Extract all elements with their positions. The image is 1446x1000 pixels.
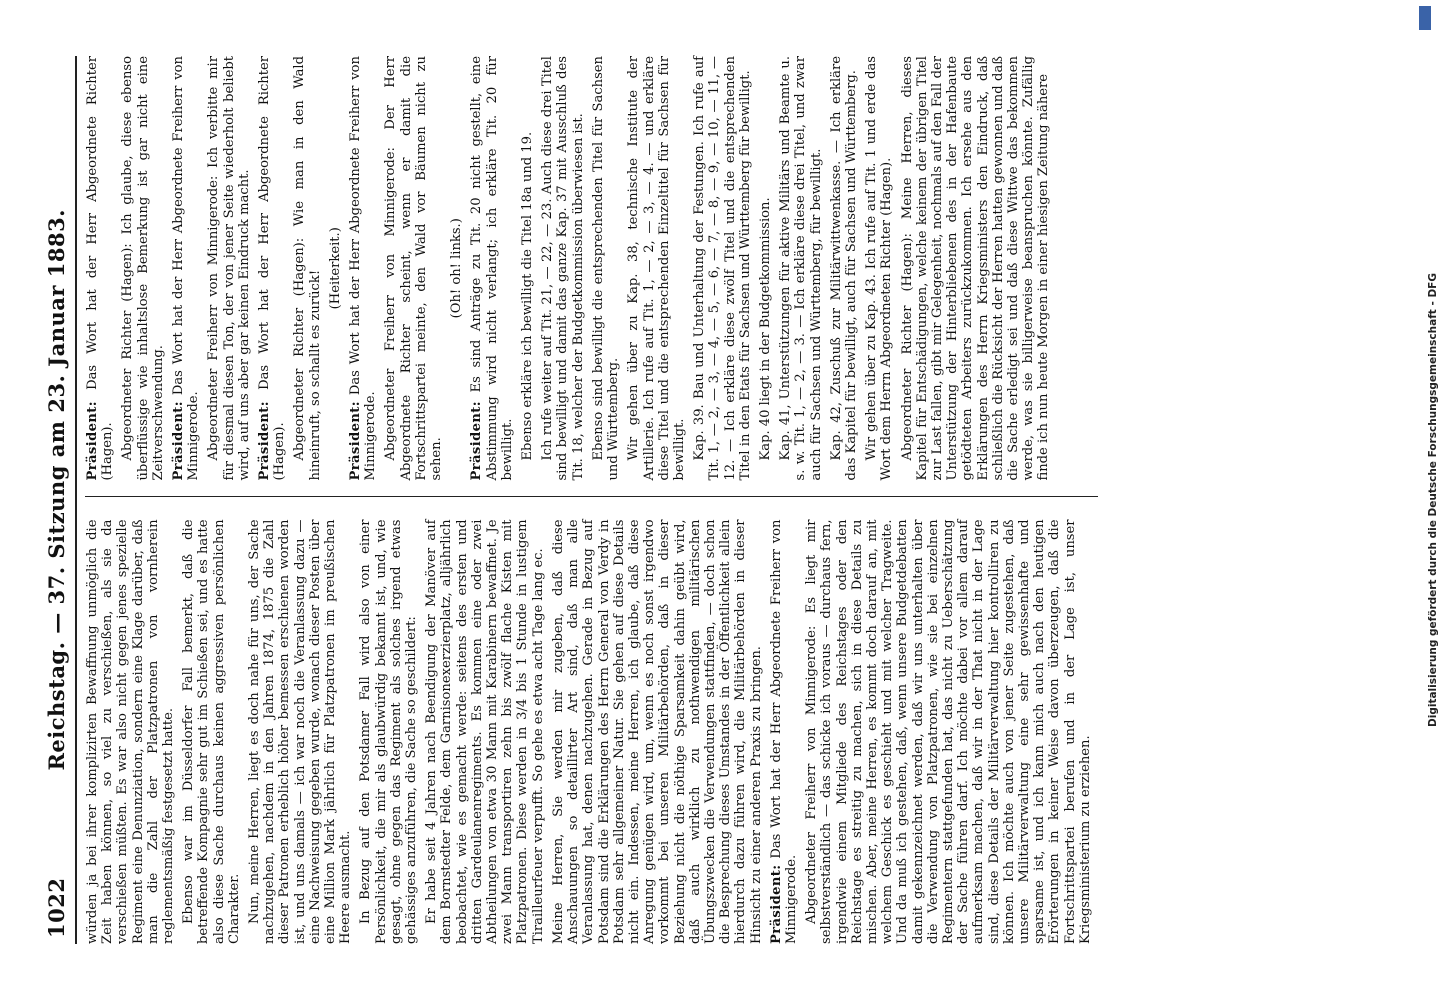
paragraph: Kap. 40 liegt in der Budgetkommission. <box>757 197 773 461</box>
speaker-text: Das Wort hat der Herr Abgeordnete Freiherr von Minnigerode. <box>348 56 379 481</box>
paragraph: Abgeordneter Freiherr von Minnigerode: Der Herr Abgeordnete Richter scheint, wenn er damit die Fortschrittspartei meinte, den Wald vor Bäumen nicht zu sehen. <box>383 56 445 481</box>
speaker-paragraph <box>469 56 515 481</box>
paragraph: Wir gehen über zu Kap. 43. Ich rufe auf Tit. 1 und erde das Wort dem Herrn Abgeordneten Richter (Hagen). <box>864 56 895 481</box>
paragraph: Abgeordneter Freiherr von Minnigerode: Es liegt mir selbstverständlich — das schicke ich voraus — durchaus fern, irgendwie einem Mitgliede des Reichstages oder den Reichstage es streitig zu machen, sich in diese Details zu mischen. Aber, meine Herren, es kommt doch darauf an, mit welchem Geschick es geschieht und mit welcher Tragweite. Und da muß ich gestehen, daß, wenn unsere Budgetdebatten damit gekennzeichnet werden, daß wir uns unterhalten über die Verwendung von Platzpatronen, wie sie bei einzelnen Regimentern stattgefunden hat, das nicht zu Ueberschätzung der Sache führen darf. Ich möchte dabei vor allem darauf aufmerksam machen, daß wir in der That nicht in der Lage sind, diese Details der Militärverwaltung hier kontrolliren zu können. Ich möchte auch von jener Seite zugestehen, daß unsere Militärverwaltung eine sehr gewissenhafte und sparsame ist, und ich kann mich auch nach den heutigen Erörterungen in keiner Weise davon überzeugen, daß die Fortschrittspartei berufen und in der Lage ist, unser Kriegsministerium zu erziehen. <box>804 519 1093 944</box>
paragraph: In Bezug auf den Potsdamer Fall wird also von einer Persönlichkeit, die mir als glaubwürdig bekannt ist, und, wie gesagt, ohne gegen das Regiment als solches irgend etwas gehässiges anzuführen, die Sache so geschildert: <box>358 519 420 944</box>
speaker-label: Präsident: <box>85 401 100 481</box>
speaker-paragraph <box>171 56 201 481</box>
credit-text: Digitalisierung gefördert durch die Deutsche Forschungsgemeinschaft - DFG <box>1427 273 1439 727</box>
paragraph: Ebenso war im Düsseldorfer Fall bemerkt, daß die betreffende Kompagnie sehr gut im Schießen sei, und es hatte also diese Sache durchaus keinen aggressiven persönlichen Charakter. <box>181 519 242 944</box>
speaker-paragraph <box>769 520 799 945</box>
running-title: Reichstag. — 37. Sitzung am 23. Januar 1883. <box>44 209 69 771</box>
interjection: (Oh! oh! links.) <box>449 218 465 319</box>
speaker-label: Präsident: <box>348 401 364 481</box>
paragraph: Ich rufe weiter auf Tit. 21, — 22, — 23. Auch diese drei Titel sind bewilligt und damit das ganze Kap. 37 mit Ausschluß des Tit. 18, welcher der Budgetkommission überwiesen ist. <box>540 56 586 481</box>
paragraph: Ebenso sind bewilligt die entsprechenden Titel für Sachsen und Württemberg. <box>590 56 622 481</box>
speaker-label: Präsident: <box>768 864 784 944</box>
speaker-paragraph <box>257 56 287 481</box>
interjection: (Heiterkeit.) <box>327 227 343 310</box>
paragraph: Abgeordneter Richter (Hagen): Meine Herren, dieses Kapitel für Entschädigungen, welche keinem der übrigen Titel zur Last fallen, gibt mir Gelegenheit, nochmals auf den Fall der Unterstützung der Hinterbliebenen des in der Hafenbaute getödteten Arbeiters zurückzukommen. Ich ersehe aus den Erklärungen des Herrn Kriegsministers den Eindruck, daß schließlich die Rücksicht der Herren hatten gewonnen und daß die Sache erledigt sei und daß diese Wittwe das bekommen werde, was sie billigerweise beanspruchen könnte. Zufällig finde ich nun heute Morgen in einer hiesigen Zeitung nähere <box>899 56 1052 481</box>
paragraph: würden ja bei ihrer komplizirten Bewaffnung unmöglich die Zeit haben können, so viel zu verschießen, als sie da verschießen müßten. Es war also nicht gegen jenes spezielle Regiment eine Denunziation, sondern eine Klage darüber, daß man die Zahl der Platzpatronen von vornherein reglementsmäßig festgesetzt hatte. <box>85 519 177 944</box>
running-head <box>44 56 77 944</box>
speaker-text: Das Wort hat der Herr Abgeordnete Richter (Hagen). <box>257 56 288 481</box>
right-column <box>85 56 1098 498</box>
paragraph: Abgeordneter Richter (Hagen): Ich glaube, diese ebenso überflüssige wie inhaltslose Bemerkung ist gar nicht eine Zeitverschwendung. <box>120 56 166 481</box>
paragraph: Kap. 42, Zuschuß zur Militärwittwenkasse. — Ich erkläre das Kapitel für bewilligt, auch für Sachsen und Württemberg. <box>828 56 859 481</box>
paragraph: Nun, meine Herren, liegt es doch nahe für uns, der Sache nachzugehen, nachdem in den Jahren 1874, 1875 die Zahl dieser Patronen erheblich höher bemessen erschienen worden ist, und uns damals — ich war noch die Veranlassung dazu — eine Nachweisung gegeben wurde, wonach dieser Posten über eine Million Mark jährlich für Platzpatronen im preußischen Heere ausmacht. <box>247 519 354 944</box>
paragraph: Abgeordneter Richter (Hagen): Wie man in den Wald hineinruft, so schallt es zurück! <box>292 56 323 481</box>
speaker-text: Es sind Anträge zu Tit. 20 nicht gestellt, eine Abstimmung wird nicht verlangt; ich erkläre Tit. 20 für bewilligt. <box>469 56 515 481</box>
speaker-paragraph <box>85 56 115 481</box>
paragraph: Ebenso erkläre ich bewilligt die Titel 18a und 19. <box>520 131 536 461</box>
digitization-credit <box>1420 10 1446 990</box>
left-column <box>85 520 1098 945</box>
speaker-paragraph <box>348 56 378 481</box>
speaker-text: Das Wort hat der Herr Abgeordnete Freiherr von Minnigerode. <box>768 519 799 944</box>
speaker-text: Das Wort hat der Herr Abgeordnete Freiherr von Minnigerode. <box>171 56 202 481</box>
paragraph: Kap. 41, Unterstützungen für aktive Militärs und Beamte u. s. w. Tit. 1, — 2, — 3. — Ich erkläre diese drei Titel, und zwar auch für Sachsen und Württemberg, für bewilligt. <box>778 56 824 481</box>
paragraph: Wir gehen über zu Kap. 38, technische Institute der Artillerie. Ich rufe auf Tit. 1, — 2, — 3, — 4. — und erkläre diese Titel und die entsprechenden Einzeltitel für Sachsen für bewilligt. <box>626 56 687 481</box>
paragraph: Kap. 39. Bau und Unterhaltung der Festungen. Ich rufe auf Tit. 1, — 2, — 3, — 4, — 5, — 6, — 7, — 8, — 9, — 10, — 11, — 12. — Ich erkläre diese zwölf Titel und die entsprechenden Titel in den Etats für Sachsen und Württemberg für bewilligt. <box>692 56 753 481</box>
speaker-label: Präsident: <box>171 401 187 481</box>
text-columns <box>85 56 1098 944</box>
page-number: 1022 <box>44 877 69 938</box>
paragraph: Er habe seit 4 Jahren nach Beendigung der Manöver auf dem Bornstedter Felde, dem Garnisonexerzierplatz, alljährlich beobachtet, wie es gemacht werde: seitens des ersten und dritten Gardeulanenregiments. Es kommen eine oder zwei Abtheilungen von etwa 30 Mann mit Karabinern bewaffnet. Je zwei Mann transportiren zehn bis zwölf flache Kisten mit Platzpatronen. Diese werden in 3/4 bis 1 Stunde in lustigem Tirailleurfeuer verpufft. So gehe es etwa acht Tage lang ec. <box>424 519 546 944</box>
speaker-label: Präsident: <box>257 401 273 481</box>
speaker-label: Präsident: <box>469 401 485 481</box>
speaker-text: Das Wort hat der Herr Abgeordnete Richter (Hagen). <box>85 56 116 481</box>
document-page <box>26 30 1406 970</box>
paragraph: Abgeordneter Freiherr von Minnigerode: Ich verbitte mir für diesmal diesen Ton, der von jener Seite wiederholt beliebt wird, auf uns aber gar keinen Eindruck macht. <box>206 56 252 481</box>
paragraph: Meine Herren, Sie werden mir zugeben, daß diese Anschauungen so detaillirter Art sind, daß man alle Veranlassung hat, denen nachzugehen. Gerade in Bezug auf Potsdam sind die Erklärungen des Herrn General von Verdy in Potsdam sehr allgemeiner Natur. Sie gehen auf diese Details nicht ein. Indessen, meine Herren, ich glaube, daß diese Anregung genügen wird, um, wenn es noch sonst irgendwo vorkommt bei unseren Militärbehörden, daß in dieser Beziehung nicht die nöthige Sparsamkeit dahin geübt wird, daß auch wirklich zu nothwendigen militärischen Übungszwecken die Verwendungen stattfinden, — doch schon die Besprechung dieses Umstandes in der Öffentlichkeit allein hierdurch dazu führen wird, die Militärbehörden in dieser Hinsicht zu einer anderen Praxis zu bringen. <box>550 519 764 944</box>
